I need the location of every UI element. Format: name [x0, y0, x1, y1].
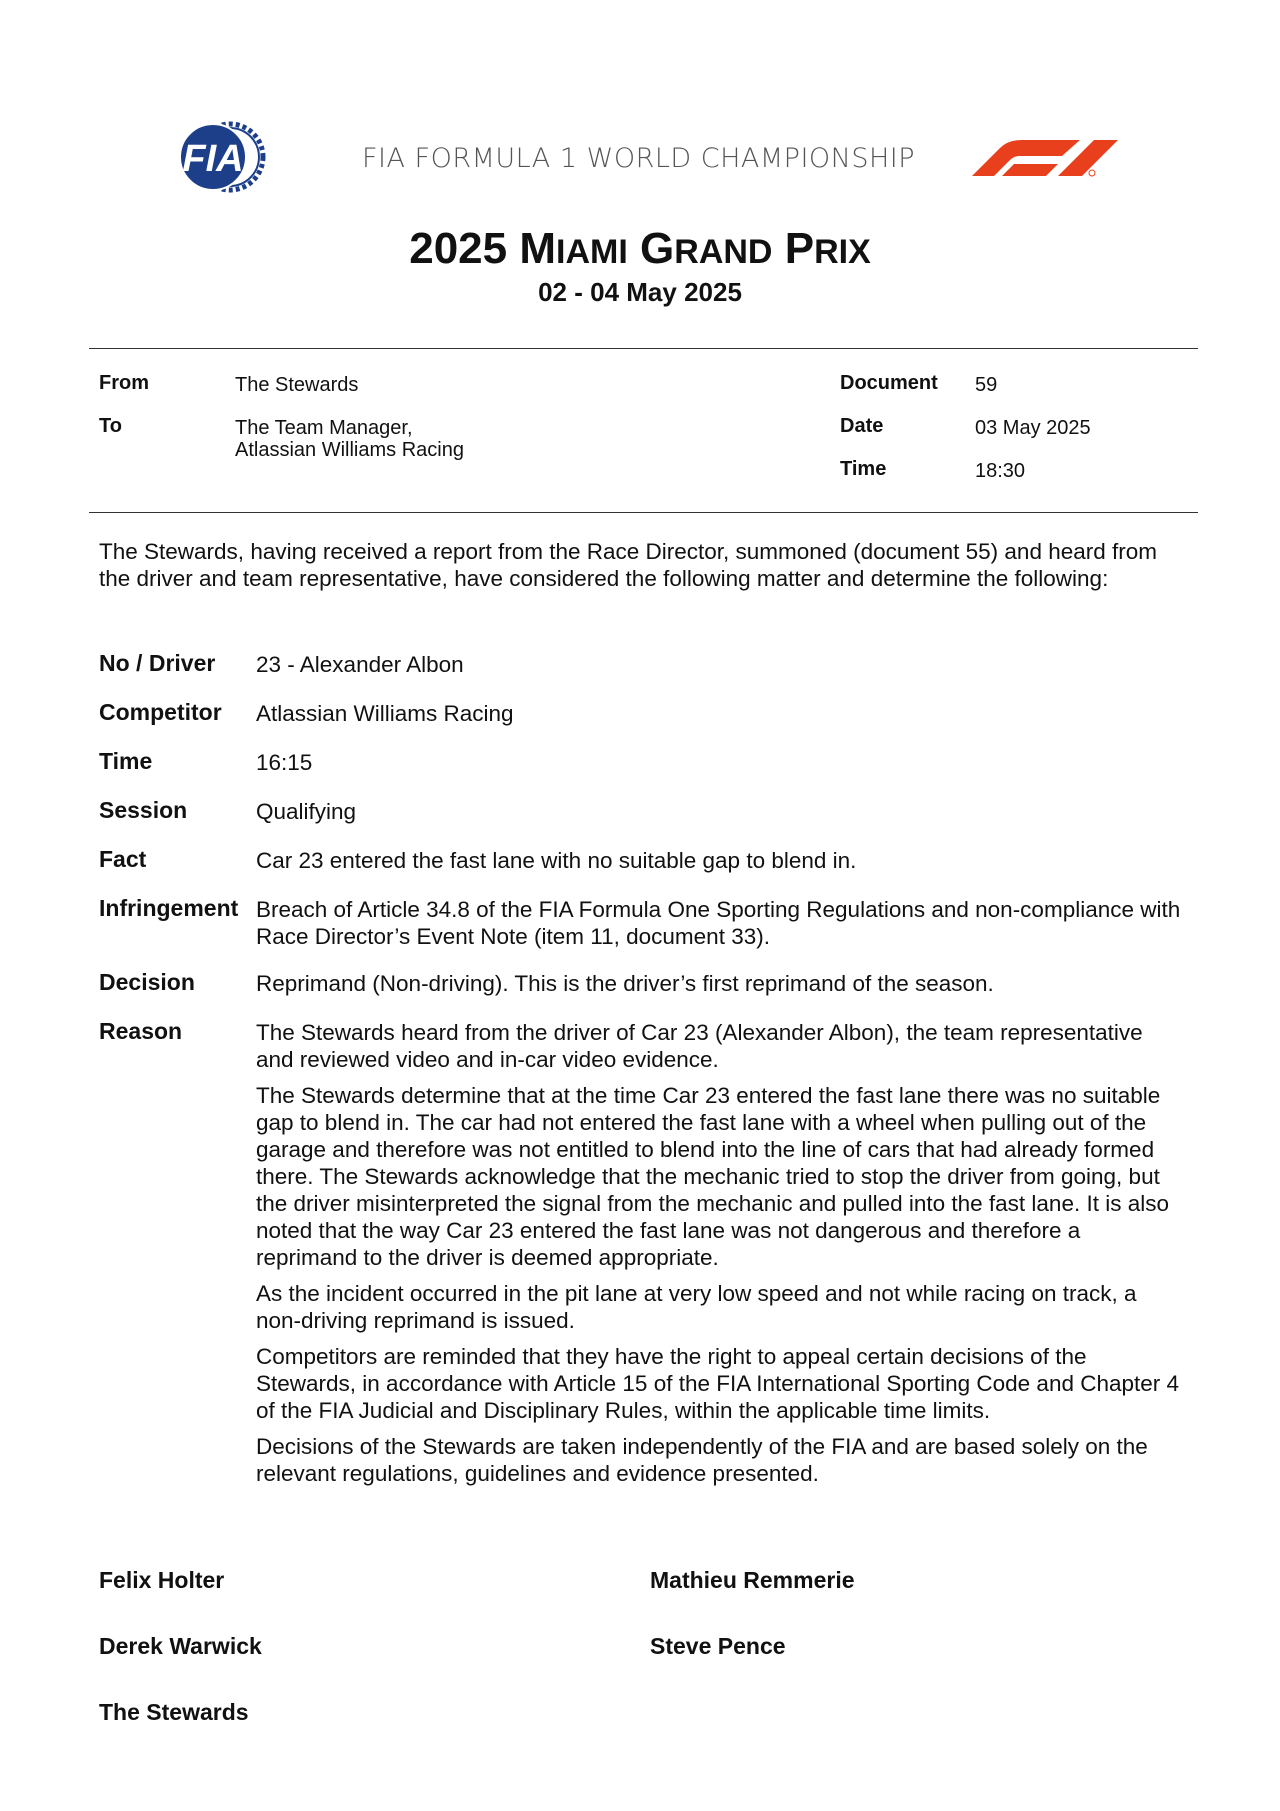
reason-value — [256, 1019, 1186, 1496]
session-label: Session — [99, 797, 188, 823]
document-value: 59 — [975, 374, 998, 396]
session-value: Qualifying — [256, 799, 357, 824]
reason-paragraph: The Stewards determine that at the time Car 23 entered the fast lane there was no suitable gap to blend in. The car had not entered the fast lane with a wheel when pulling out of the garage and therefore was not entitled to blend into the line of cars that had already formed there. The Stewards acknowledge that the mechanic tried to stop the driver from going, but the driver misinterpreted the signal from the mechanic and pulled into the fast lane. It is also noted that the way Car 23 entered the fast lane was not dangerous and therefore a reprimand to the driver is deemed appropriate. — [256, 1083, 1169, 1270]
infringement-value: Breach of Article 34.8 of the FIA Formula One Sporting Regulations and non-compliance with Race Director’s Event Note (item 11, document 33). — [256, 897, 1181, 949]
time-label: Time — [840, 458, 887, 480]
incident-time-label: Time — [99, 748, 153, 774]
bottom-divider — [89, 512, 1198, 513]
event-title: 2025 MIAMI GRAND PRIX — [409, 224, 871, 273]
steward-name: Steve Pence — [650, 1633, 786, 1659]
from-label: From — [99, 372, 149, 394]
incident-time-value: 16:15 — [256, 750, 313, 775]
steward-name: Felix Holter — [99, 1567, 225, 1593]
to-value-line-1: The Team Manager, — [235, 417, 413, 439]
fia-logo-letters: FIA — [182, 138, 244, 180]
intro-paragraph: The Stewards, having received a report from the Race Director, summoned (document 55) and heard from the driver and team representative, have considered the following matter and determine the following: — [99, 539, 1158, 591]
reason-label: Reason — [99, 1018, 183, 1044]
top-divider — [89, 348, 1198, 349]
event-dates: 02 - 04 May 2025 — [538, 277, 742, 307]
reason-paragraph: The Stewards heard from the driver of Car 23 (Alexander Albon), the team representative and reviewed video and in-car video evidence. — [256, 1020, 1143, 1072]
reason-paragraph: Competitors are reminded that they have the right to appeal certain decisions of the Stewards, in accordance with Article 15 of the FIA International Sporting Code and Chapter 4 of the FIA Judicial and Disciplinary Rules, within the applicable time limits. — [256, 1344, 1180, 1423]
decision-value: Reprimand (Non-driving). This is the driver’s first reprimand of the season. — [256, 971, 994, 996]
to-value — [235, 417, 464, 461]
date-value: 03 May 2025 — [975, 417, 1091, 439]
document-label: Document — [840, 372, 938, 394]
date-label: Date — [840, 415, 884, 437]
steward-name: Mathieu Remmerie — [650, 1567, 855, 1593]
to-value-line-2: Atlassian Williams Racing — [235, 439, 464, 461]
signature-footer: The Stewards — [99, 1699, 249, 1725]
fact-label: Fact — [99, 846, 147, 872]
decision-label: Decision — [99, 969, 195, 995]
reason-paragraph: Decisions of the Stewards are taken independently of the FIA and are based solely on the relevant regulations, guidelines and evidence presented. — [256, 1434, 1148, 1486]
championship-title: FIA FORMULA 1 WORLD CHAMPIONSHIP — [362, 143, 916, 174]
driver-value: 23 - Alexander Albon — [256, 652, 464, 677]
fia-logo-icon — [165, 120, 275, 195]
driver-label: No / Driver — [99, 650, 216, 676]
time-value: 18:30 — [975, 460, 1026, 482]
from-value: The Stewards — [235, 374, 359, 396]
infringement-label: Infringement — [99, 895, 239, 921]
f1-logo-icon — [962, 136, 1122, 180]
to-label: To — [99, 415, 122, 437]
fact-value: Car 23 entered the fast lane with no suitable gap to blend in. — [256, 848, 857, 873]
reason-paragraph: As the incident occurred in the pit lane at very low speed and not while racing on track, a non-driving reprimand is issued. — [256, 1281, 1137, 1333]
steward-name: Derek Warwick — [99, 1633, 262, 1659]
competitor-value: Atlassian Williams Racing — [256, 701, 514, 726]
competitor-label: Competitor — [99, 699, 222, 725]
